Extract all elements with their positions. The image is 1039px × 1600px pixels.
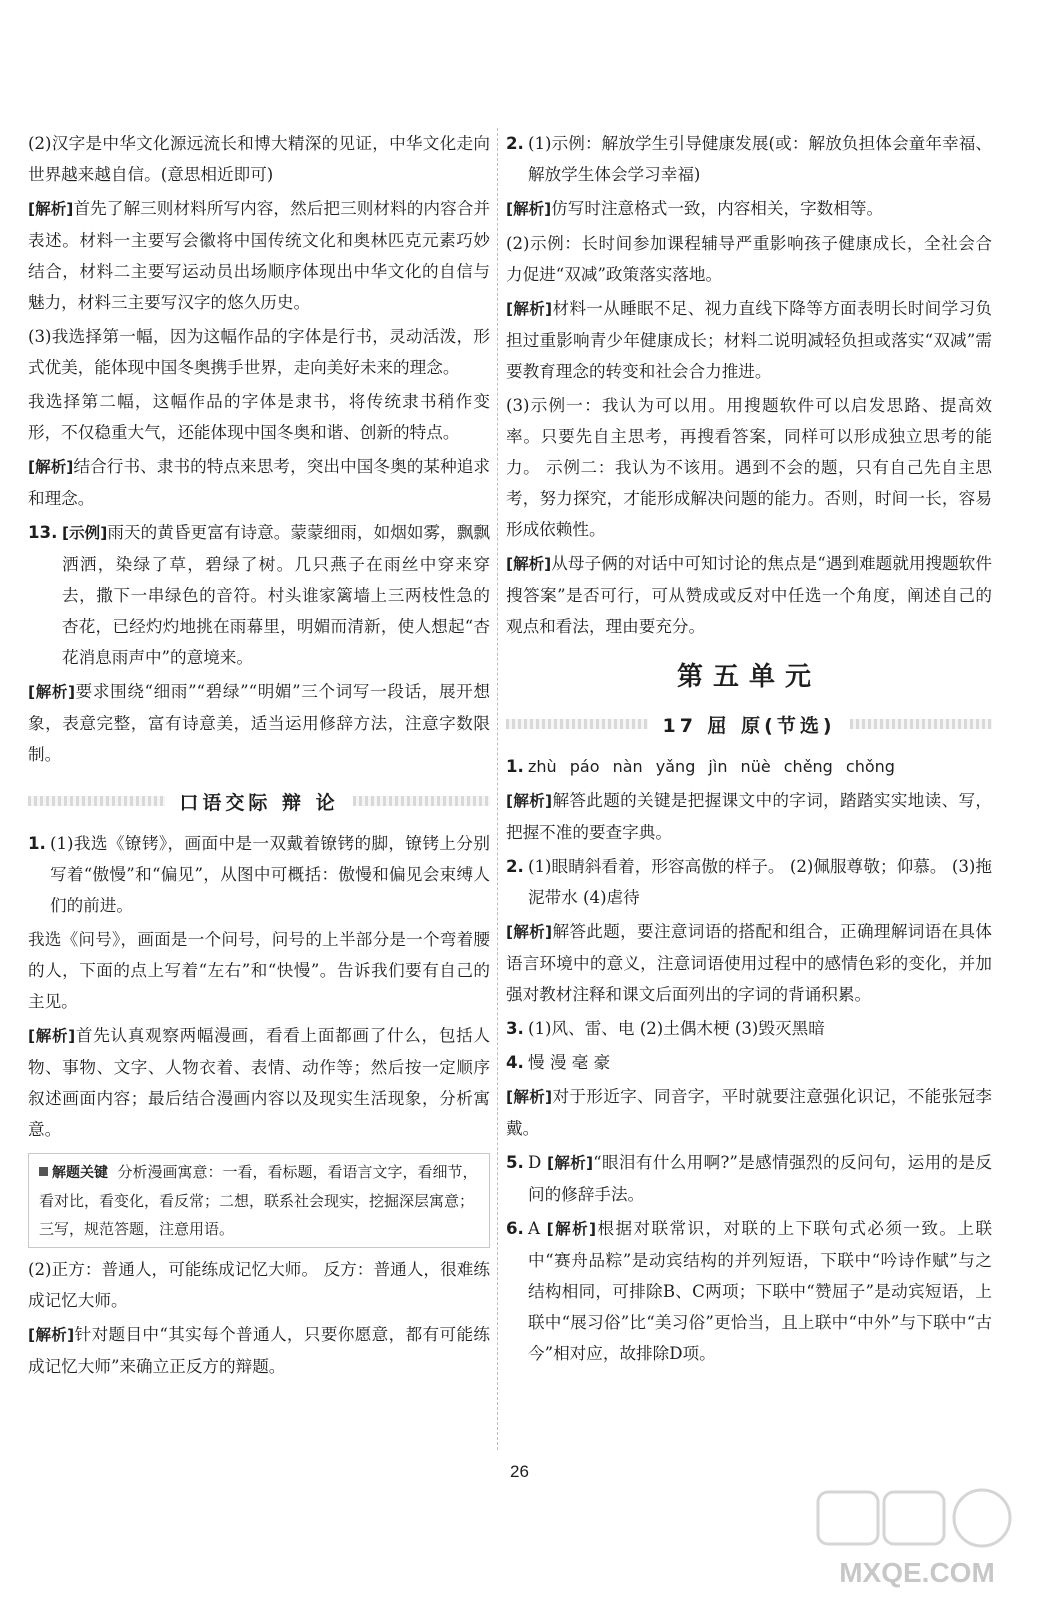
- question-number: 6.: [506, 1219, 524, 1238]
- question-number: 5.: [506, 1153, 524, 1172]
- analysis-tag: [解析]: [506, 200, 552, 218]
- header-decoration: [28, 796, 165, 806]
- header-decoration: [850, 719, 992, 729]
- answer-paragraph: (1)风、雷、电 (2)土偶木梗 (3)毁灭黑暗: [528, 1019, 825, 1038]
- answer-paragraph: (1)眼睛斜看着，形容高傲的样子。 (2)佩服尊敬；仰慕。 (3)拖泥带水 (4)虐待: [528, 857, 992, 907]
- right-column: [506, 128, 992, 1369]
- answer-paragraph: [62, 517, 490, 673]
- answer-text: 雨天的黄昏更富有诗意。蒙蒙细雨，如烟如雾，飘飘洒洒，染绿了草，碧绿了树。几只燕子在雨丝中穿来穿去，撒下一串绿色的音符。村头谁家篱墙上三两枝性急的杏花，已经灼灼地挑在雨幕里，明媚而清新，使人想起“杏花消息雨声中”的意境来。: [62, 523, 491, 667]
- analysis-text: 针对题目中“其实每个普通人，只要你愿意，都有可能练成记忆大师”来确立正反方的辩题。: [28, 1325, 490, 1376]
- analysis-tag: [解析]: [546, 1154, 594, 1172]
- analysis-text: 首先认真观察两幅漫画，看看上面都画了什么，包括人物、事物、文字、人物衣着、表情、动作等；然后按一定顺序叙述画面内容；最后结合漫画内容以及现实生活现象，分析寓意。: [28, 1026, 490, 1139]
- answer-paragraph: 我选择第二幅，这幅作品的字体是隶书，将传统隶书稍作变形，不仅稳重大气，还能体现中国冬奥和谐、创新的特点。: [28, 392, 490, 442]
- analysis-tag: [解析]: [546, 1220, 597, 1238]
- analysis-tag: [解析]: [506, 923, 553, 941]
- question-number: 3.: [506, 1019, 524, 1038]
- section-header: [28, 778, 490, 824]
- square-bullet-icon: [39, 1167, 48, 1176]
- analysis-text: 要求围绕“细雨”“碧绿”“明媚”三个词写一段话，展开想象，表意完整，富有诗意美，适当运用修辞方法，注意字数限制。: [28, 682, 490, 764]
- analysis-text: 对于形近字、同音字，平时就要注意强化识记，不能张冠李戴。: [506, 1087, 992, 1138]
- answer-choice: D: [528, 1153, 547, 1172]
- lesson-header: [506, 701, 992, 747]
- answer-paragraph: (2)示例：长时间参加课程辅导严重影响孩子健康成长，全社会合力促进“双减”政策落实落地。: [506, 234, 992, 284]
- unit-title: 第五单元: [676, 662, 821, 692]
- analysis-tag: [解析]: [28, 1027, 76, 1045]
- analysis-text: 结合行书、隶书的特点来思考，突出中国冬奥的某种追求和理念。: [28, 457, 491, 508]
- answer-paragraph: (3)示例一：我认为可以用。用搜题软件可以启发思路、提高效率。只要先自主思考，再搜看答案，同样可以形成独立思考的能力。 示例二：我认为不该用。遇到不会的题，只有自己先自主思考，努力探究，才能形成解决问题的能力。否则，时间一长，容易形成依赖性。: [506, 396, 992, 539]
- question-5: [506, 1147, 992, 1210]
- answer-paragraph: [528, 1213, 992, 1369]
- analysis-tag: [解析]: [28, 683, 76, 701]
- answer-paragraph: (1)我选《镣铐》，画面中是一双戴着镣铐的脚，镣铐上分别写着“傲慢”和“偏见”，从图中可概括：傲慢和偏见会束缚人们的前进。: [50, 834, 490, 915]
- left-column: [28, 128, 490, 1382]
- analysis-text: 从母子俩的对话中可知讨论的焦点是“遇到难题就用搜题软件搜答案”是否可行，可从赞成或反对中任选一个角度，阐述自己的观点和看法，理由要充分。: [506, 554, 993, 636]
- question-number: 13.: [28, 523, 58, 542]
- question-2b: [506, 851, 992, 913]
- analysis-text: 解答此题的关键是把握课文中的字词，踏踏实实地读、写，把握不准的要查字典。: [506, 791, 992, 842]
- question-number: 1.: [506, 757, 524, 776]
- question-number: 2.: [506, 857, 524, 876]
- question-4: [506, 1047, 992, 1078]
- answer-paragraph: [528, 1147, 992, 1210]
- analysis-paragraph: [506, 1081, 992, 1144]
- question-1: [28, 828, 490, 921]
- question-number: 2.: [506, 134, 524, 153]
- analysis-text: “眼泪有什么用啊?”是感情强烈的反问句，运用的是反问的修辞手法。: [528, 1153, 992, 1204]
- analysis-tag: [解析]: [28, 200, 74, 218]
- watermark-logo: [812, 1486, 1022, 1596]
- example-tag: [示例]: [62, 524, 108, 542]
- analysis-tag: [解析]: [28, 1326, 75, 1344]
- pinyin-answer: zhù páo nàn yǎng jìn nüè chěng chǒng: [528, 757, 895, 776]
- analysis-paragraph: [506, 548, 992, 642]
- analysis-tag: [解析]: [28, 458, 74, 476]
- answer-paragraph: 我选《问号》，画面是一个问号，问号的上半部分是一个弯着腰的人，下面的点上写着“左右”和“快慢”。告诉我们要有自己的主见。: [28, 930, 490, 1011]
- analysis-text: 材料一从睡眠不足、视力直线下降等方面表明长时间学习负担过重影响青少年健康成长；材料二说明减轻负担或落实“双减”需要教育理念的转变和社会合力推进。: [506, 299, 992, 381]
- key-tip-box: [28, 1153, 490, 1248]
- header-decoration: [506, 719, 648, 729]
- column-divider: [497, 128, 498, 1450]
- analysis-paragraph: [506, 293, 992, 387]
- question-1: [506, 751, 992, 782]
- answer-paragraph: (3)我选择第一幅，因为这幅作品的字体是行书，灵动活泼，形式优美，能体现中国冬奥携手世界，走向美好未来的理念。: [28, 327, 490, 377]
- analysis-paragraph: [506, 785, 992, 848]
- analysis-paragraph: [28, 1319, 490, 1382]
- answer-paragraph: (1)示例：解放学生引导健康发展(或：解放负担体会童年幸福、解放学生体会学习幸福): [528, 134, 992, 184]
- question-number: 4.: [506, 1053, 524, 1072]
- analysis-paragraph: [28, 1020, 490, 1145]
- key-tip-text: 分析漫画寓意：一看，看标题，看语言文字，看细节，看对比，看变化，看反常；二想，联系社会现实，挖掘深层寓意；三写，规范答题，注意用语。: [39, 1163, 478, 1238]
- question-3: [506, 1013, 992, 1044]
- analysis-paragraph: [28, 451, 490, 514]
- analysis-tag: [解析]: [506, 1088, 553, 1106]
- analysis-paragraph: [28, 193, 490, 318]
- analysis-paragraph: [28, 676, 490, 770]
- answer-choice: A: [528, 1219, 547, 1238]
- analysis-text: 仿写时注意格式一致，内容相关，字数相等。: [551, 199, 884, 218]
- analysis-paragraph: [506, 916, 992, 1010]
- answer-paragraph: 慢 漫 毫 豪: [528, 1053, 611, 1072]
- analysis-tag: [解析]: [506, 300, 553, 318]
- answer-paragraph: (2)正方：普通人，可能练成记忆大师。 反方：普通人，很难练成记忆大师。: [28, 1260, 490, 1310]
- analysis-tag: [解析]: [506, 792, 553, 810]
- analysis-text: 根据对联常识，对联的上下联句式必须一致。上联中“赛舟品粽”是动宾结构的并列短语，下联中“吟诗作赋”与之结构相同，可排除B、C两项；下联中“赞屈子”是动宾短语，上联中“展习俗”比“美习俗”更恰当，且上联中“中外”与下联中“古今”相对应，故排除D项。: [528, 1219, 993, 1363]
- lesson-title: 17 屈 原(节选): [662, 714, 836, 737]
- question-2: [506, 128, 992, 190]
- page-number: 26: [510, 1462, 529, 1481]
- question-6: [506, 1213, 992, 1369]
- key-tip-label: 解题关键: [52, 1165, 108, 1181]
- analysis-text: 首先了解三则材料所写内容，然后把三则材料的内容合并表述。材料一主要写会徽将中国传统文化和奥林匹克元素巧妙结合，材料二主要写运动员出场顺序体现出中华文化的自信与魅力，材料三主要写汉字的悠久历史。: [28, 199, 491, 312]
- question-13: [28, 517, 490, 673]
- answer-paragraph: (2)汉字是中华文化源远流长和博大精深的见证，中华文化走向世界越来越自信。(意思相近即可): [28, 134, 490, 184]
- question-number: 1.: [28, 834, 46, 853]
- watermark-text: MXQE.COM: [839, 1557, 995, 1588]
- analysis-paragraph: [506, 193, 992, 225]
- analysis-tag: [解析]: [506, 555, 552, 573]
- header-decoration: [353, 796, 490, 806]
- section-title: 口语交际 辩 论: [179, 791, 339, 814]
- analysis-text: 解答此题，要注意词语的搭配和组合，正确理解词语在具体语言环境中的意义，注意词语使用过程中的感情色彩的变化，并加强对教材注释和课文后面列出的字词的背诵积累。: [506, 922, 992, 1004]
